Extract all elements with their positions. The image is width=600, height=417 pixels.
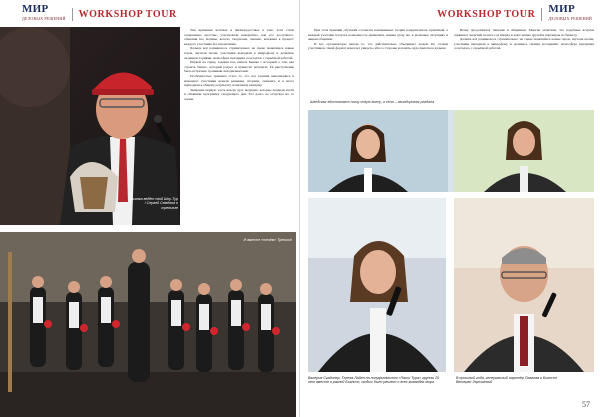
header-divider-right	[541, 8, 542, 21]
article-column-left: Тем временем весёлые и жизнерадостные в зале, хотя стали совершенно простые, участвовали невероятно, как его доступного, объясняя все мотивы, весело, творчески, смешно, вовлекая в процесс каждого участника без исключения. Дальше всё развивалось стремительно: на сцене появлялись новые герои, звучали песни, участники выходили к микрофону и делились своими историями. Атмосфера праздника сочеталась с серьёзной работой. Первой на сцену, задавая тон, вышла Бьянка с историей о том, как строить бизнес, который радует и приносит результат. Её выступление было встречено громкими аплодисментами. Особенностью тренинга стало то, что все задания выполнялись в командах: участники искали решения, спорили, смеялись и в итоге приходили к общему результату, понятному каждому. Завершил первую часть вечера дуэт ведущих, которые подвели итоги и объявили программу следующего дня. Зал долго не отпускал их со сцены.	[184, 28, 294, 101]
dance-caption: И вместе «течём» Тренинг!	[243, 238, 292, 242]
woman-speaker-illustration	[308, 198, 446, 372]
speaker-illustration	[0, 27, 180, 225]
woman-speaker-photo	[308, 198, 446, 372]
man-speaker-photo	[454, 198, 594, 372]
rubric-title-right: WORKSHOP TOUR	[437, 8, 536, 20]
rubric-title: WORKSHOP TOUR	[78, 8, 177, 20]
portraits-caption: Шведская вдохновляет нашу новую волну, а сена – авиадорожек раздала	[310, 100, 435, 104]
article-column-right-2: Вечер продолжился танцами и общением. Многие отметили, что подобные встречи заряжают энергией на весь год вперёд и дают новых друзей и партнёров по бизнесу. Дальше всё развивалось стремительно: на сцене появлялись новые герои, звучали песни, участники выходили к микрофону и делились своими историями. Атмосфера праздника сочеталась с серьёзной работой.	[454, 28, 594, 51]
portraits-photo	[308, 110, 594, 192]
page-number: 57	[582, 400, 590, 409]
man-speaker-caption: В прошлый года, генеральный партнёр Павлова и Бьянсон Ветеран Эпрошевый	[456, 376, 557, 385]
dance-photo	[0, 232, 296, 417]
man-speaker-illustration	[454, 198, 594, 372]
dance-illustration	[0, 232, 296, 417]
magazine-logo: МИР ДЕЛОВЫХ РЕШЕНИЙ	[22, 3, 66, 21]
magazine-logo-right: МИР ДЕЛОВЫХ РЕШЕНИЙ	[548, 3, 592, 21]
speaker-caption: Бьянка ведёт свой Шоу-Тур / Сергей Семёнов о тренинге	[130, 197, 178, 210]
speaker-photo	[0, 27, 180, 225]
header-divider	[72, 8, 73, 21]
article-column-right-1: При этом принцип обучения оставался неизменным: теория подкреплялась практикой, а каждый участник получал возможность применить знания сразу же, в реальных ситуациях и живом общении. И вот организаторы нашли то, что действительно объединяет людей. По словам участников, такой формат помогает увидеть себя со стороны и понять, куда двигаться дальше.	[308, 28, 448, 51]
left-header	[22, 3, 177, 22]
right-header	[437, 3, 592, 22]
woman-speaker-caption: Валерия Сгадинер, Тереза Лайен на полуфинальном «Пати Тура» группы 20 лет вместе в разной Бьянсон, отдых было решено о всех командах мира	[308, 376, 440, 385]
right-page	[300, 0, 600, 417]
portraits-illustration	[308, 110, 594, 192]
